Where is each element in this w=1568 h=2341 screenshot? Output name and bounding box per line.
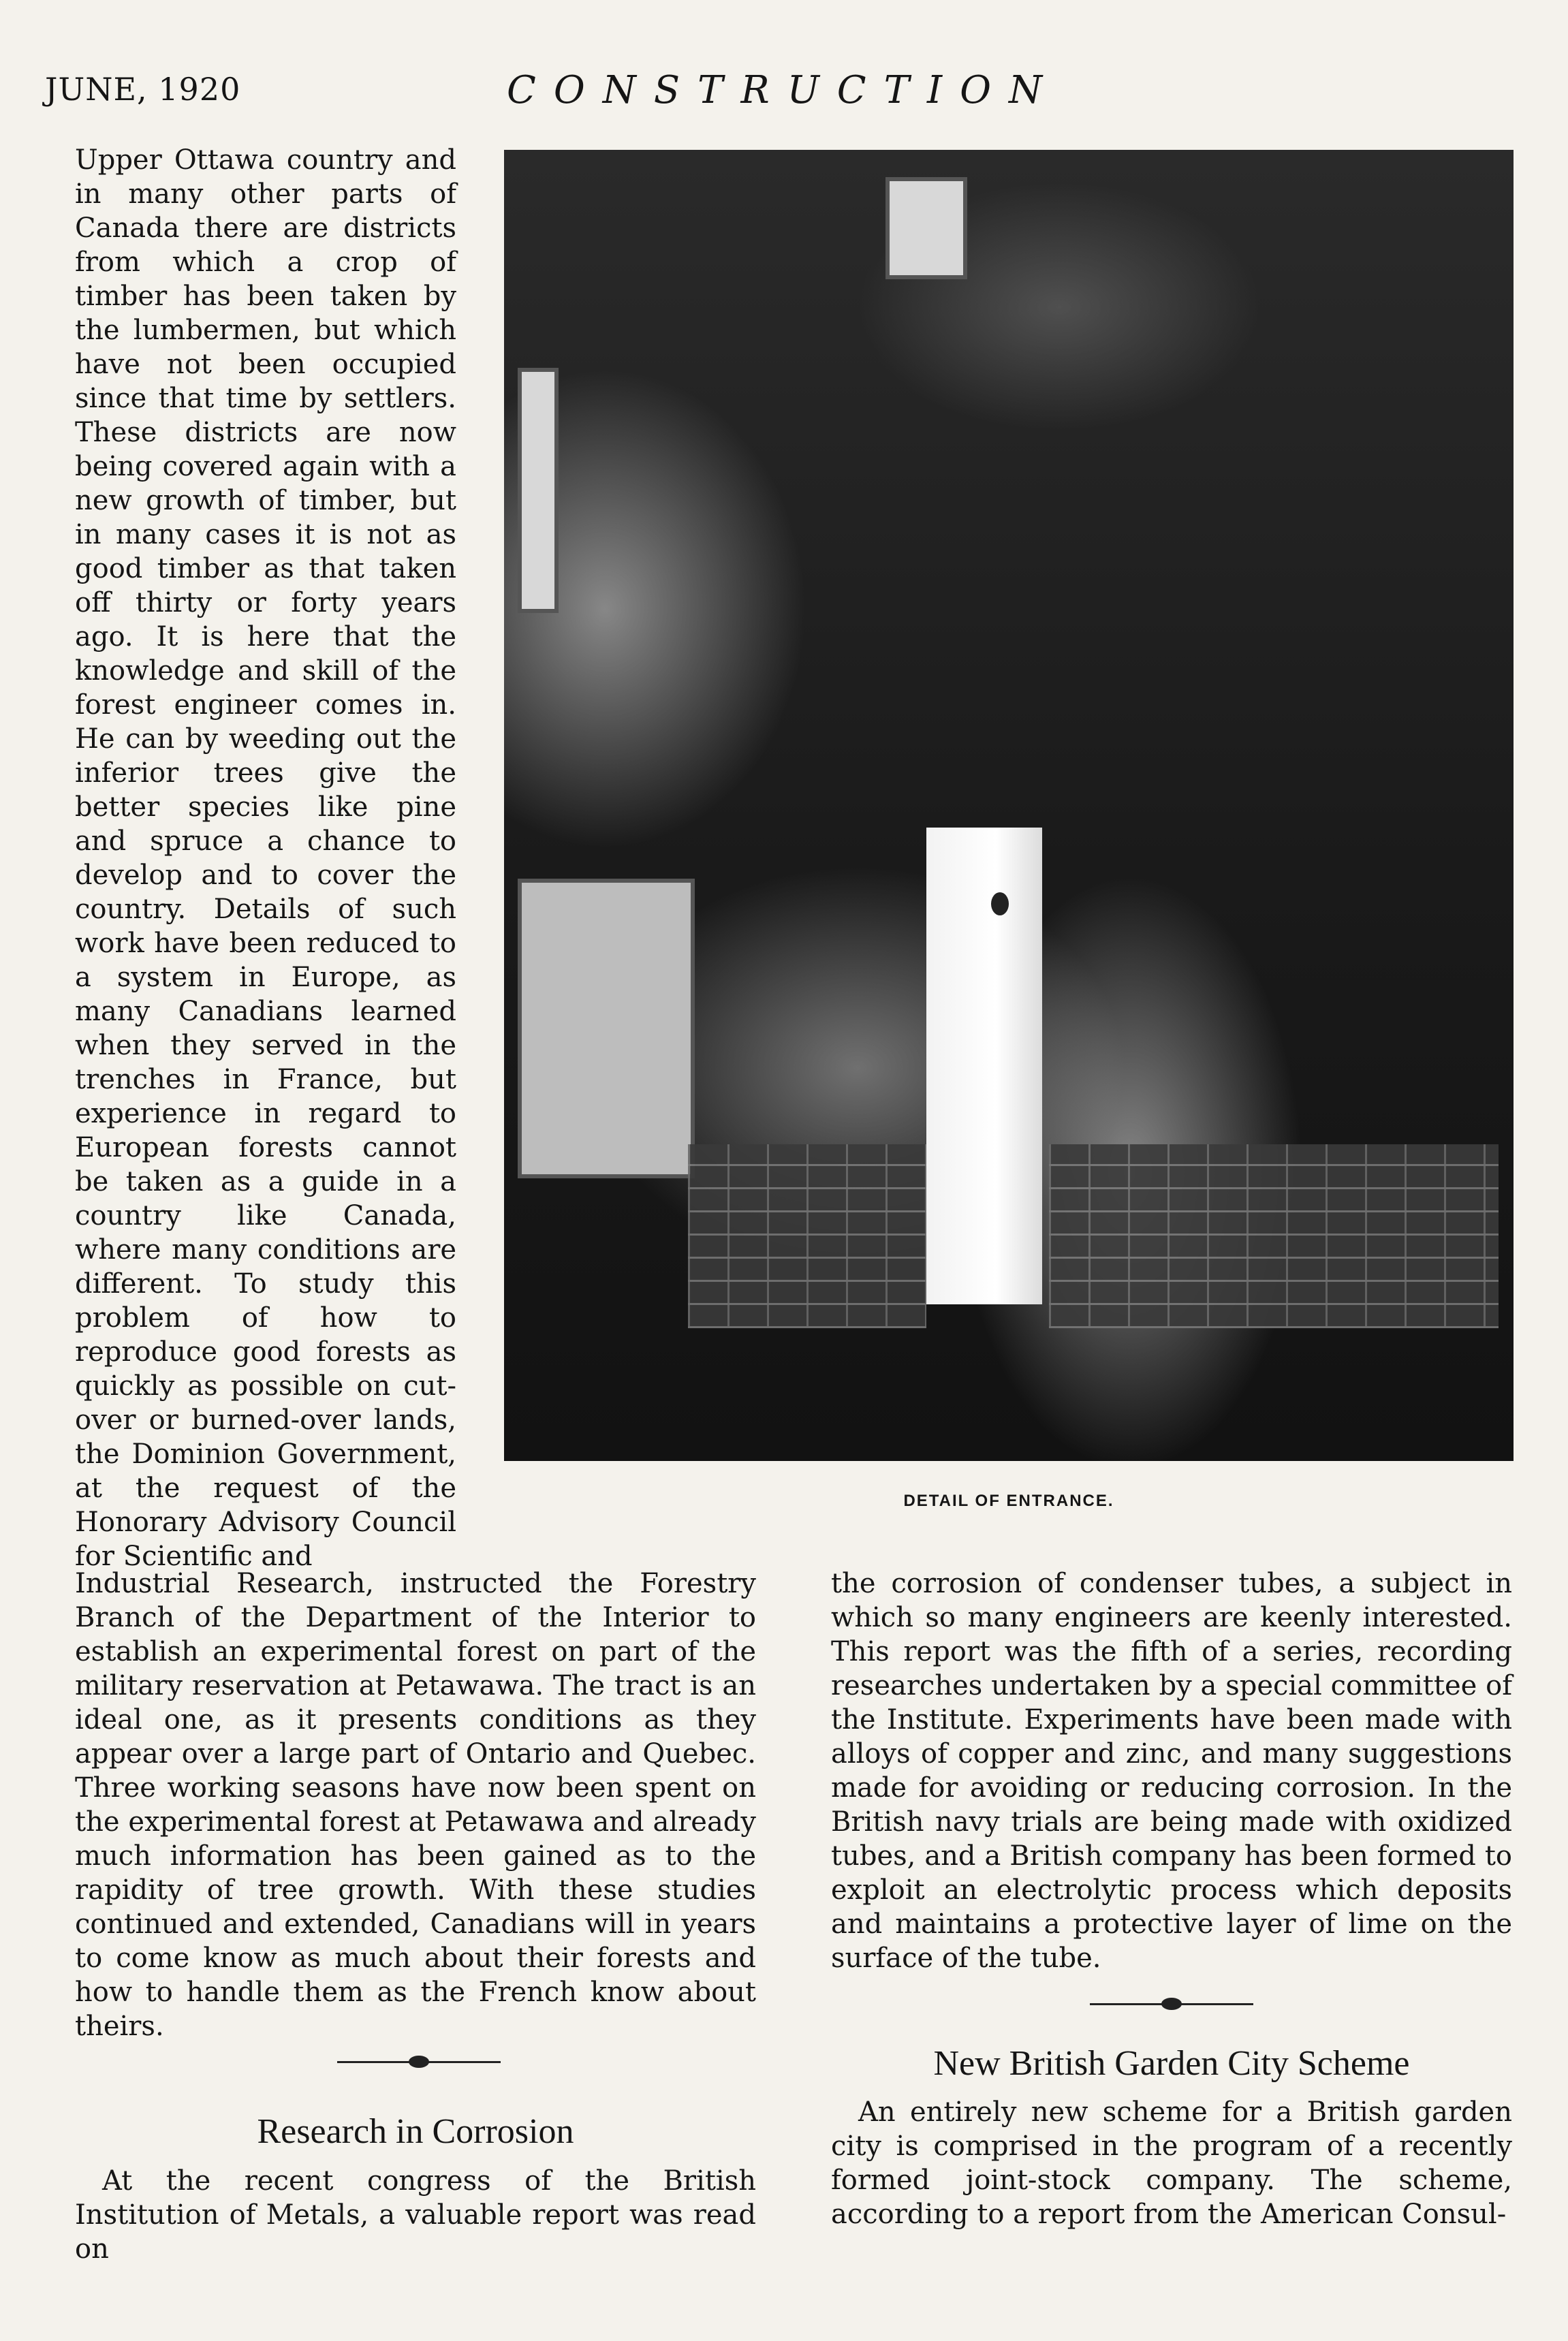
section-divider-left — [337, 2050, 501, 2073]
entrance-photo — [504, 150, 1514, 1461]
left-tall-window — [518, 368, 559, 613]
garden-city-text: An entirely new scheme for a British garden city is comprised in the program of a recently formed joint-stock company. The scheme, according to a report from the American Consul- — [831, 2096, 1512, 2230]
header-date: JUNE, 1920 — [45, 71, 241, 108]
photo-caption: DETAIL OF ENTRANCE. — [903, 1492, 1114, 1510]
garden-city-heading: New British Garden City Scheme — [933, 2044, 1410, 2083]
lower-left-window — [518, 879, 695, 1178]
forestry-text-narrow: Upper Ottawa country and in many other parts of Canada there are districts from which a crop of timber has been taken by the lumbermen, but which have not been occupied since that time by settlers. These districts are now being covered again with a new growth of timber, but in many cases it is not as good timber as that taken off thirty or forty years ago. It is here that the knowledge and skill of the forest engineer comes in. He can by weeding out the inferior trees give the better species like pine and spruce a chance to develop and to cover the country. Details of such work have been reduced to a system in Europe, as many Canadians learned when they served in the trenches in France, but experience in regard to European forests cannot be taken as a guide in a country like Canada, where many conditions are different. To study this problem of how to reproduce good forests as quickly as possible on cut-over or burned-over lands, the Dominion Government, at the request of the Honorary Advisory Council for Scientific and — [75, 144, 456, 1572]
corrosion-intro-text: At the recent congress of the British Institution of Metals, a valuable report was read on — [75, 2165, 756, 2265]
forestry-text-wide: Industrial Research, instructed the Forestry Branch of the Department of the Interior to establish an experimental forest on part of the military reservation at Petawawa. The tract is an ideal one, as it presents conditions as they appear over a large part of Ontario and Quebec. Three working seasons have now been spent on the experimental forest at Petawawa and already much information has been gained as to the rapidity of tree growth. With these studies continued and extended, Canadians will in years to come know as much about their forests and how to handle them as the French know about theirs. — [75, 1568, 756, 2042]
door-knocker — [991, 892, 1009, 915]
white-door — [926, 828, 1042, 1304]
section-divider-right — [1090, 1992, 1253, 2015]
brick-wall-left — [688, 1144, 926, 1328]
brick-wall-right — [1049, 1144, 1499, 1328]
header-title: CONSTRUCTION — [506, 68, 1061, 112]
corrosion-continued-text: the corrosion of condenser tubes, a subject in which so many engineers are keenly interested. This report was the fifth of a series, recording researches undertaken by a special committee of the Institute. Experiments have been made with alloys of copper and zinc, and many suggestions made for avoiding or reducing corrosion. In the British navy trials are being made with oxidized tubes, and a British company has been formed to exploit an electrolytic process which deposits and maintains a protective layer of lime on the surface of the tube. — [831, 1568, 1512, 1974]
upper-window — [885, 177, 967, 279]
corrosion-heading: Research in Corrosion — [257, 2112, 574, 2151]
